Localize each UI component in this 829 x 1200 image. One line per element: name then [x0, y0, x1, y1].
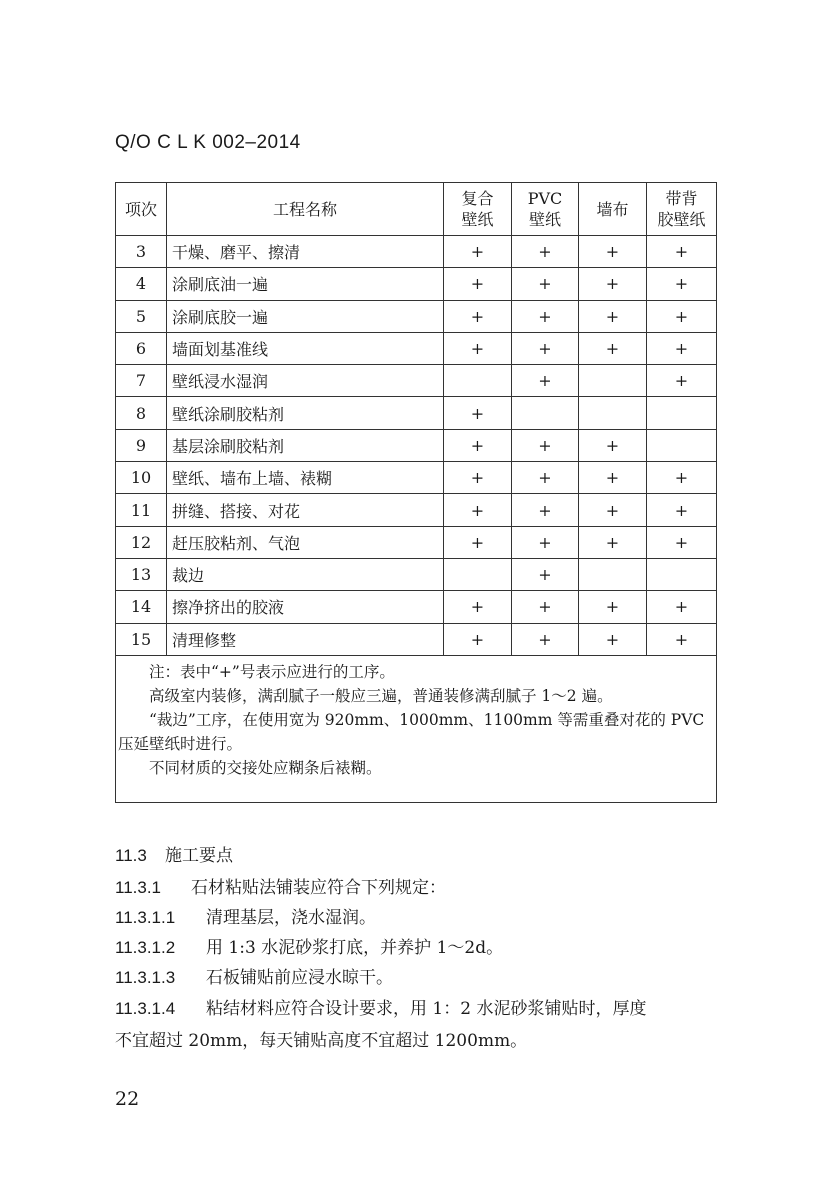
process-mark: +	[647, 526, 717, 558]
process-mark: +	[647, 462, 717, 494]
process-name: 清理修整	[167, 623, 444, 655]
table-row	[116, 558, 717, 590]
item-number: 11	[116, 494, 167, 526]
column-header: 带背 胶壁纸	[647, 183, 717, 236]
process-mark: +	[444, 526, 512, 558]
process-mark	[444, 365, 512, 397]
note-line: 高级室内装修，满刮腻子一般应三遍，普通装修满刮腻子 1～2 遍。	[149, 686, 613, 705]
process-mark	[647, 558, 717, 590]
clause-number: 11.3.1	[115, 878, 162, 897]
process-mark: +	[579, 300, 647, 332]
column-header: 复合 壁纸	[444, 183, 512, 236]
item-number: 10	[116, 462, 167, 494]
process-mark: +	[647, 623, 717, 655]
process-name: 擦净挤出的胶液	[167, 591, 444, 623]
clause	[115, 933, 720, 958]
process-mark: +	[444, 591, 512, 623]
table-notes-row	[116, 655, 717, 802]
process-mark: +	[512, 558, 579, 590]
column-header: 项次	[116, 183, 167, 236]
process-name: 壁纸涂刷胶粘剂	[167, 397, 444, 429]
clause-number: 11.3.1.1	[115, 908, 176, 927]
process-name: 干燥、磨平、擦清	[167, 236, 444, 268]
process-mark: +	[512, 268, 579, 300]
page-number: 22	[115, 1088, 140, 1110]
clause-number: 11.3.1.2	[115, 938, 176, 957]
process-mark	[444, 558, 512, 590]
process-mark: +	[444, 397, 512, 429]
process-mark: +	[444, 236, 512, 268]
process-mark: +	[579, 623, 647, 655]
process-mark	[579, 558, 647, 590]
process-mark: +	[444, 429, 512, 461]
note-line: 压延壁纸时进行。	[118, 734, 243, 753]
item-number: 15	[116, 623, 167, 655]
clause-text: 用 1:3 水泥砂浆打底，并养护 1～2d。	[206, 938, 504, 958]
process-mark: +	[444, 494, 512, 526]
process-mark: +	[647, 365, 717, 397]
process-mark: +	[647, 591, 717, 623]
process-mark: +	[512, 332, 579, 364]
process-mark: +	[579, 591, 647, 623]
process-mark: +	[444, 268, 512, 300]
clause	[115, 994, 720, 1019]
clause	[115, 873, 720, 898]
clause-number: 11.3.1.3	[115, 968, 176, 987]
table-row	[116, 332, 717, 364]
process-mark: +	[579, 429, 647, 461]
process-mark	[647, 429, 717, 461]
process-mark: +	[579, 494, 647, 526]
item-number: 12	[116, 526, 167, 558]
process-mark	[512, 397, 579, 429]
process-mark	[579, 365, 647, 397]
process-mark: +	[512, 429, 579, 461]
clause-continuation: 不宜超过 20mm，每天铺贴高度不宜超过 1200mm。	[115, 1031, 528, 1051]
process-mark: +	[512, 526, 579, 558]
column-header: 墙布	[579, 183, 647, 236]
clause-text: 粘结材料应符合设计要求，用 1：2 水泥砂浆铺贴时，厚度	[206, 999, 647, 1019]
process-mark: +	[512, 623, 579, 655]
process-mark: +	[444, 623, 512, 655]
process-mark: +	[647, 332, 717, 364]
process-mark: +	[647, 494, 717, 526]
column-header: PVC 壁纸	[512, 183, 579, 236]
process-mark: +	[444, 332, 512, 364]
process-name: 涂刷底胶一遍	[167, 300, 444, 332]
item-number: 14	[116, 591, 167, 623]
item-number: 3	[116, 236, 167, 268]
item-number: 9	[116, 429, 167, 461]
table-header-row	[116, 183, 717, 236]
table-row	[116, 268, 717, 300]
table-notes	[116, 655, 717, 802]
process-name: 涂刷底油一遍	[167, 268, 444, 300]
process-mark: +	[579, 268, 647, 300]
clause	[115, 903, 720, 928]
table-row	[116, 236, 717, 268]
process-name: 墙面划基准线	[167, 332, 444, 364]
process-mark	[647, 397, 717, 429]
item-number: 4	[116, 268, 167, 300]
table-row	[116, 300, 717, 332]
process-mark: +	[512, 591, 579, 623]
process-mark: +	[579, 462, 647, 494]
process-mark: +	[579, 332, 647, 364]
clause-text: 石板铺贴前应浸水晾干。	[206, 968, 393, 988]
clause-text: 清理基层，浇水湿润。	[206, 908, 376, 928]
process-name: 裁边	[167, 558, 444, 590]
table-row	[116, 591, 717, 623]
process-name: 赶压胶粘剂、气泡	[167, 526, 444, 558]
process-mark	[579, 397, 647, 429]
process-mark: +	[579, 526, 647, 558]
table-row	[116, 494, 717, 526]
table-row	[116, 429, 717, 461]
process-mark: +	[647, 268, 717, 300]
item-number: 13	[116, 558, 167, 590]
clause	[115, 963, 720, 988]
note-line: 不同材质的交接处应糊条后裱糊。	[149, 758, 382, 777]
process-name: 壁纸浸水湿润	[167, 365, 444, 397]
item-number: 5	[116, 300, 167, 332]
process-mark: +	[512, 462, 579, 494]
table-row	[116, 526, 717, 558]
note-line: “裁边”工序，在使用宽为 920mm、1000mm、1100mm 等需重叠对花的 PVC	[149, 710, 705, 729]
process-mark: +	[444, 300, 512, 332]
table-row	[116, 623, 717, 655]
process-mark: +	[647, 236, 717, 268]
process-mark: +	[512, 365, 579, 397]
clause-number: 11.3.1.4	[115, 999, 176, 1018]
item-number: 7	[116, 365, 167, 397]
section-title: 施工要点	[165, 846, 233, 865]
process-mark: +	[647, 300, 717, 332]
section-heading	[115, 841, 720, 866]
process-name: 壁纸、墙布上墙、裱糊	[167, 462, 444, 494]
section-number: 11.3	[115, 846, 147, 865]
process-table	[115, 182, 717, 803]
table-row	[116, 397, 717, 429]
process-name: 基层涂刷胶粘剂	[167, 429, 444, 461]
clause-text: 石材粘贴法铺装应符合下列规定：	[191, 878, 446, 898]
process-mark: +	[512, 236, 579, 268]
table-row	[116, 365, 717, 397]
process-mark: +	[579, 236, 647, 268]
column-header: 工程名称	[167, 183, 444, 236]
item-number: 6	[116, 332, 167, 364]
item-number: 8	[116, 397, 167, 429]
standard-code: Q/O C L K 002–2014	[115, 132, 301, 153]
note-line: 注：表中“+”号表示应进行的工序。	[149, 662, 395, 681]
process-mark: +	[512, 494, 579, 526]
table-row	[116, 462, 717, 494]
process-name: 拼缝、搭接、对花	[167, 494, 444, 526]
process-mark: +	[512, 300, 579, 332]
process-mark: +	[444, 462, 512, 494]
